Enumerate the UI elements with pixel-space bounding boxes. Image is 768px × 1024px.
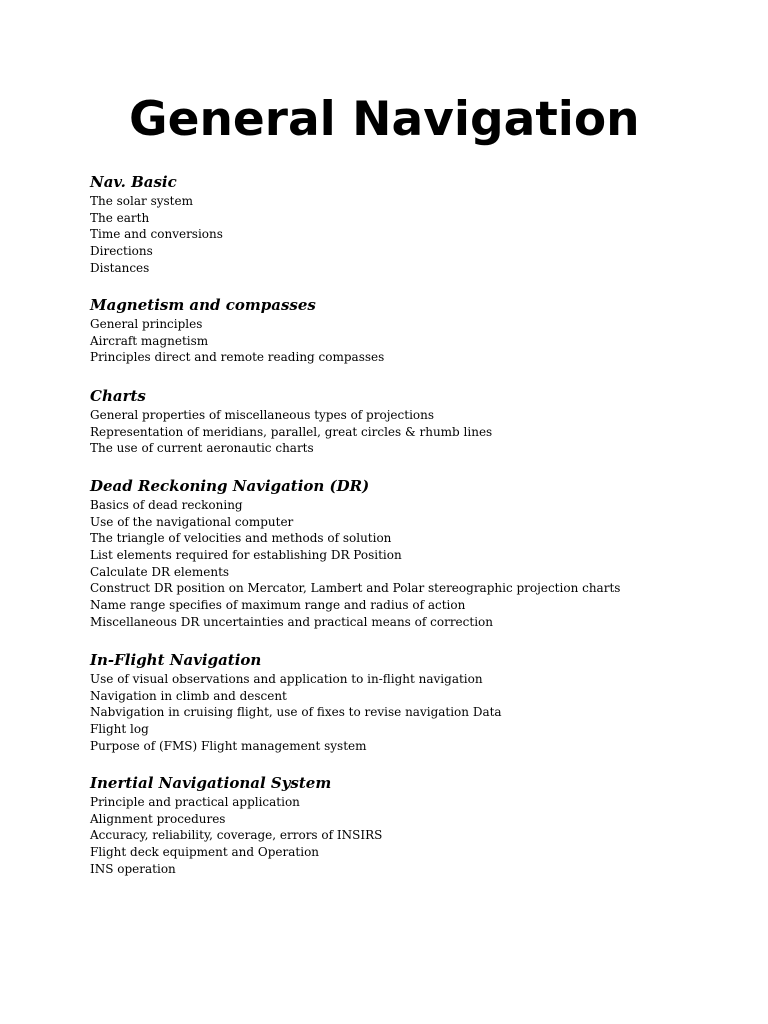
list-item: General properties of miscellaneous types of projections [90, 408, 435, 422]
list-item: Name range specifies of maximum range and radius of action [90, 598, 466, 613]
list-item: The solar system [90, 194, 193, 208]
list-item: The use of current aeronautic charts [90, 441, 314, 456]
section-magnetism-and-compasses [90, 294, 750, 366]
list-item: Calculate DR elements [90, 564, 230, 579]
section-heading: Nav. Basic [90, 173, 177, 191]
list-item: Use of visual observations and application to in-flight navigation [90, 672, 483, 686]
section-inertial-navigational-system [90, 772, 750, 877]
list-item: Basics of dead reckoning [90, 498, 243, 512]
list-item: Navigation in climb and descent [90, 688, 287, 703]
list-item: Purpose of (FMS) Flight management system [90, 738, 367, 753]
page-title: General Navigation [129, 92, 640, 147]
list-item: List elements required for establishing DR Position [90, 548, 402, 563]
list-item: The triangle of velocities and methods of solution [90, 531, 392, 546]
list-item: The earth [90, 210, 150, 225]
list-item: Time and conversions [90, 227, 223, 242]
section-items [90, 407, 750, 457]
section-nav-basic [90, 171, 750, 276]
list-item: Principles direct and remote reading compasses [90, 350, 385, 365]
section-dead-reckoning-navigation [90, 475, 750, 631]
list-item: Directions [90, 244, 153, 259]
list-item: Nabvigation in cruising flight, use of fixes to revise navigation Data [90, 705, 502, 720]
list-item: Accuracy, reliability, coverage, errors of INSIRS [90, 828, 383, 843]
list-item: Principle and practical application [90, 795, 300, 809]
list-item: INS operation [90, 861, 176, 876]
section-items [90, 316, 750, 366]
section-items [90, 794, 750, 877]
section-heading: Dead Reckoning Navigation (DR) [90, 477, 370, 495]
section-in-flight-navigation [90, 649, 750, 754]
section-heading: Magnetism and compasses [90, 296, 316, 314]
list-item: Flight deck equipment and Operation [90, 845, 320, 860]
list-item: Distances [90, 260, 150, 275]
section-items [90, 193, 750, 276]
list-item: General principles [90, 317, 203, 331]
section-items [90, 671, 750, 754]
section-heading: Inertial Navigational System [90, 774, 332, 792]
list-item: Alignment procedures [90, 811, 226, 826]
section-charts [90, 385, 750, 457]
section-items [90, 497, 750, 631]
list-item: Representation of meridians, parallel, great circles & rhumb lines [90, 424, 493, 439]
list-item: Aircraft magnetism [90, 333, 209, 348]
list-item: Construct DR position on Mercator, Lambert and Polar stereographic projection charts [90, 581, 621, 596]
list-item: Use of the navigational computer [90, 514, 294, 529]
list-item: Flight log [90, 722, 149, 737]
section-heading: Charts [90, 387, 146, 405]
section-heading: In-Flight Navigation [90, 651, 262, 669]
list-item: Miscellaneous DR uncertainties and practical means of correction [90, 614, 493, 629]
